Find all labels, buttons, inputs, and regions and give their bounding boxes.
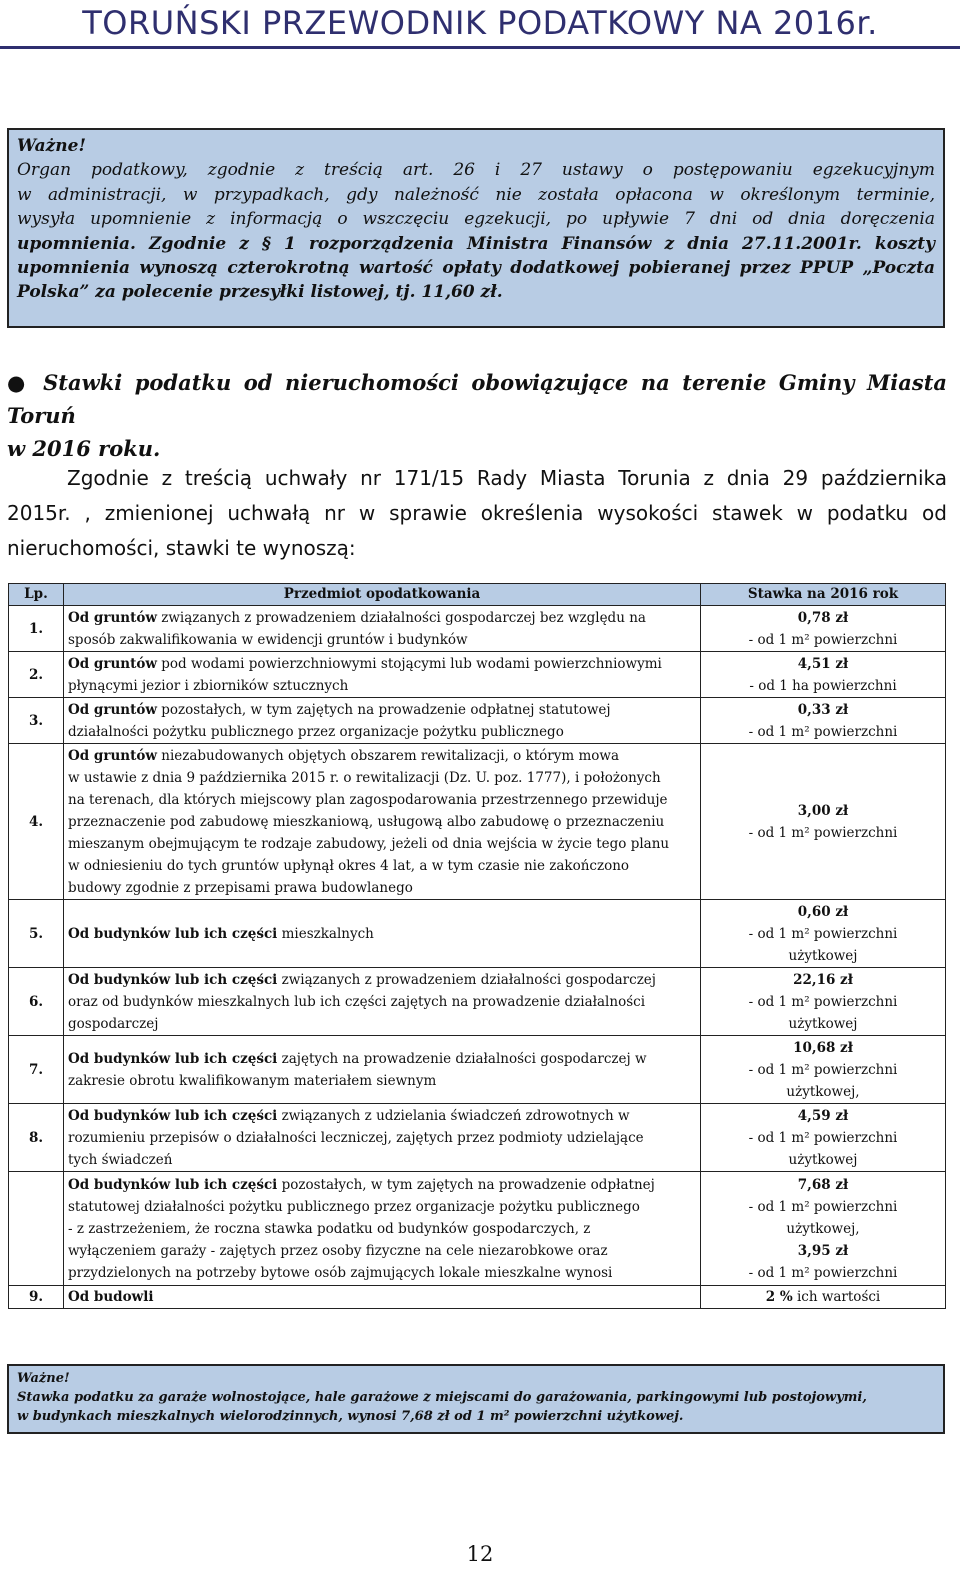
row-rate (701, 1172, 946, 1286)
table-row (9, 1172, 946, 1286)
tax-rates-table (8, 583, 946, 1309)
row-subject (64, 744, 701, 900)
table-row (9, 1036, 946, 1104)
subject-text: sposób zakwalifikowania w ewidencji gruntów i budynków (68, 631, 468, 648)
rate-text: użytkowej (788, 1151, 858, 1168)
row-subject (64, 698, 701, 744)
row-number: 9. (9, 1286, 64, 1309)
row-subject (64, 652, 701, 698)
header-subject: Przedmiot opodatkowania (64, 584, 701, 606)
row-number: 5. (9, 900, 64, 968)
row-rate (701, 606, 946, 652)
subject-lead: Od budynków lub ich części (68, 1107, 278, 1124)
table-row (9, 900, 946, 968)
note-line: upomnienia. Zgodnie z § 1 rozporządzenia Ministra Finansów z dnia 27.11.2001r. koszty (17, 233, 935, 254)
row-rate (701, 744, 946, 900)
subject-lead: Od gruntów (68, 701, 157, 718)
section-heading (7, 366, 947, 465)
rate-text: użytkowej (788, 947, 858, 964)
garage-note-box (7, 1364, 945, 1434)
subject-text: mieszanym obejmującym te rodzaje zabudowy, jeżeli od dnia wejścia w życie tego planu (68, 835, 670, 852)
intro-paragraph (7, 461, 947, 566)
rate-text: 0,33 zł (797, 701, 849, 718)
table-row (9, 744, 946, 900)
table-row (9, 1104, 946, 1172)
note-line: wysyła upomnienie z informacją o wszczęciu egzekucji, po upływie 7 dni od dnia doręczenia (17, 209, 935, 230)
row-rate (701, 1036, 946, 1104)
rate-text: - od 1 m² powierzchni (748, 1061, 898, 1078)
note-title: Ważne! (17, 136, 86, 156)
header-lp: Lp. (9, 584, 64, 606)
row-rate (701, 968, 946, 1036)
document-title: TORUŃSKI PRZEWODNIK PODATKOWY NA 2016r. (82, 4, 878, 42)
subject-lead: Od budynków lub ich części (68, 1050, 278, 1067)
table-row (9, 652, 946, 698)
rate-text: użytkowej (788, 1015, 858, 1032)
subject-text: gospodarczej (68, 1015, 159, 1032)
row-number: 8. (9, 1104, 64, 1172)
subject-text: w odniesieniu do tych gruntów upłynął okres 4 lat, a w tym czasie nie zakończono (68, 857, 630, 874)
row-number: 4. (9, 744, 64, 900)
rate-text: użytkowej, (786, 1220, 860, 1237)
row-number: 6. (9, 968, 64, 1036)
subject-text: związanych z prowadzeniem działalności gospodarczej bez względu na (156, 609, 646, 626)
rate-text: - od 1 m² powierzchni (748, 824, 898, 841)
subject-text: zajętych na prowadzenie działalności gospodarczej w (277, 1050, 647, 1067)
rate-text: - od 1 ha powierzchni (749, 677, 897, 694)
row-number: 1. (9, 606, 64, 652)
subject-text: wyłączeniem garaży - zajętych przez osoby fizyczne na cele niezarobkowe oraz (68, 1242, 608, 1259)
rate-value: 2 % (765, 1289, 793, 1305)
subject-text: budowy zgodnie z przepisami prawa budowlanego (68, 879, 413, 896)
page-number: 12 (466, 1542, 494, 1566)
rate-text: - od 1 m² powierzchni (748, 925, 898, 942)
subject-text: pozostałych, w tym zajętych na prowadzenie odpłatnej (277, 1176, 655, 1193)
rate-text: - od 1 m² powierzchni (748, 1264, 898, 1281)
subject-lead: Od budynków lub ich części (68, 925, 278, 942)
rate-text: - od 1 m² powierzchni (748, 1129, 898, 1146)
subject-text: działalności pożytku publicznego przez organizacje pożytku publicznego (68, 723, 564, 740)
subject-lead: Od budynków lub ich części (68, 1176, 278, 1193)
row-subject (64, 606, 701, 652)
subject-lead: Od budowli (68, 1289, 154, 1305)
subject-text: związanych z udzielania świadczeń zdrowotnych w (277, 1107, 630, 1124)
row-rate (701, 1286, 946, 1309)
rate-text: - od 1 m² powierzchni (748, 993, 898, 1010)
subject-text: przydzielonych na potrzeby bytowe osób zajmujących lokale mieszkalne wynosi (68, 1264, 613, 1281)
table-row (9, 606, 946, 652)
row-rate (701, 698, 946, 744)
note-title: Ważne! (17, 1371, 70, 1386)
rate-text: 3,00 zł (797, 802, 849, 819)
subject-text: statutowej działalności pożytku publicznego przez organizacje pożytku publicznego (68, 1198, 640, 1215)
rate-text: - od 1 m² powierzchni (748, 631, 898, 648)
rate-text: 0,60 zł (797, 903, 849, 920)
row-subject (64, 1036, 701, 1104)
row-number: 3. (9, 698, 64, 744)
subject-text: pod wodami powierzchniowymi stojącymi lub wodami powierzchniowymi (156, 655, 662, 672)
important-note-box (7, 128, 945, 328)
rate-text: - od 1 m² powierzchni (748, 723, 898, 740)
rate-text: 0,78 zł (797, 609, 849, 626)
intro-line: nieruchomości, stawki te wynoszą: (7, 536, 356, 560)
rate-text: ich wartości (792, 1289, 881, 1305)
rate-text: 7,68 zł (797, 1176, 849, 1193)
page-header (0, 0, 960, 46)
subject-text: zakresie obrotu kwalifikowanym materiałem siewnym (68, 1072, 437, 1089)
subject-text: przeznaczenie pod zabudowę mieszkaniową, usługową albo zabudowę o przeznaczeniu (68, 813, 665, 830)
subject-text: na terenach, dla których miejscowy plan zagospodarowania przestrzennego przewiduje (68, 791, 668, 808)
subject-text: tych świadczeń (68, 1151, 173, 1168)
header-rate: Stawka na 2016 rok (701, 584, 946, 606)
subject-lead: Od gruntów (68, 747, 157, 764)
table-row (9, 1286, 946, 1309)
header-divider (0, 46, 960, 49)
note-line: Organ podatkowy, zgodnie z treścią art. 26 i 27 ustawy o postępowaniu egzekucyjnym (17, 160, 935, 181)
intro-line: 2015r. , zmienionej uchwałą nr w sprawie określenia wysokości stawek w podatku od (7, 501, 947, 525)
subject-text: związanych z prowadzeniem działalności gospodarczej (277, 971, 656, 988)
row-subject (64, 900, 701, 968)
table-row (9, 698, 946, 744)
table-row (9, 968, 946, 1036)
rate-text: 10,68 zł (793, 1039, 853, 1056)
heading-line: w 2016 roku. (7, 436, 161, 461)
rate-text: 4,59 zł (797, 1107, 849, 1124)
row-number: 2. (9, 652, 64, 698)
note-line: Polska” za polecenie przesyłki listowej, tj. 11,60 zł. (17, 282, 503, 303)
note-line: upomnienia wynoszą czterokrotną wartość opłaty dodatkowej pobieranej przez PPUP „Poczta (17, 258, 935, 279)
note-line: w administracji, w przypadkach, gdy należność nie została opłacona w określonym terminie, (17, 184, 935, 205)
rate-text: użytkowej, (786, 1083, 860, 1100)
subject-lead: Od gruntów (68, 609, 157, 626)
row-subject (64, 968, 701, 1036)
row-number (9, 1172, 64, 1286)
intro-line: Zgodnie z treścią uchwały nr 171/15 Rady Miasta Torunia z dnia 29 października (67, 466, 947, 490)
rate-text: 4,51 zł (797, 655, 849, 672)
subject-text: mieszkalnych (277, 925, 374, 942)
subject-text: rozumieniu przepisów o działalności leczniczej, zajętych przez podmioty udzielające (68, 1129, 644, 1146)
rate-text: - od 1 m² powierzchni (748, 1198, 898, 1215)
subject-text: - z zastrzeżeniem, że roczna stawka podatku od budynków gospodarczych, z (68, 1220, 591, 1237)
subject-text: płynącymi jezior i zbiorników sztucznych (68, 677, 349, 694)
note-line: w budynkach mieszkalnych wielorodzinnych, wynosi 7,68 zł od 1 m² powierzchni użytkowej. (17, 1409, 684, 1424)
subject-text: pozostałych, w tym zajętych na prowadzenie odpłatnej statutowej (156, 701, 611, 718)
row-rate (701, 1104, 946, 1172)
note-line: Stawka podatku za garaże wolnostojące, hale garażowe z miejscami do garażowania, parkingowymi lub postojowymi, (17, 1390, 867, 1405)
subject-lead: Od budynków lub ich części (68, 971, 278, 988)
row-rate (701, 652, 946, 698)
subject-text: niezabudowanych objętych obszarem rewitalizacji, o którym mowa (156, 747, 620, 764)
row-subject (64, 1104, 701, 1172)
row-subject (64, 1172, 701, 1286)
subject-lead: Od gruntów (68, 655, 157, 672)
table-header-row (9, 584, 946, 606)
rate-text: 3,95 zł (797, 1242, 849, 1259)
row-subject (64, 1286, 701, 1309)
subject-text: w ustawie z dnia 9 października 2015 r. o rewitalizacji (Dz. U. poz. 1777), i położonych (68, 769, 661, 786)
row-rate (701, 900, 946, 968)
subject-text: oraz od budynków mieszkalnych lub ich części zajętych na prowadzenie działalności (68, 993, 646, 1010)
rate-text: 22,16 zł (793, 971, 853, 988)
heading-line: ● Stawki podatku od nieruchomości obowiązujące na terenie Gminy Miasta Toruń (7, 370, 947, 428)
row-number: 7. (9, 1036, 64, 1104)
